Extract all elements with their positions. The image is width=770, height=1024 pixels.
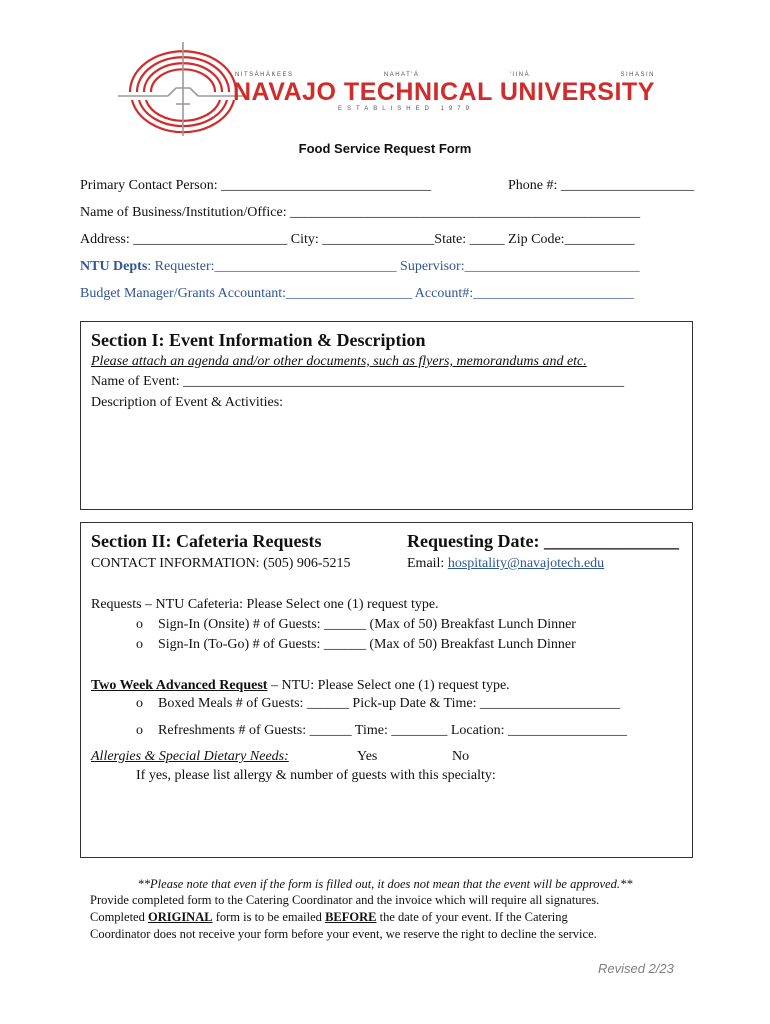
address-field[interactable]: Address: ______________________ City: ________________State: _____ Zip Code:__________	[80, 232, 635, 247]
requester-supervisor-field[interactable]: : Requester:__________________________ Supervisor:_________________________	[147, 259, 640, 274]
revision-label: Revised 2/23	[598, 961, 674, 976]
two-week-request	[91, 678, 510, 694]
primary-contact-field[interactable]: Primary Contact Person: ______________________________	[80, 178, 432, 193]
bullet-icon: o	[136, 723, 143, 738]
footer-line-2	[90, 910, 568, 925]
footer-line-2-c: the date of your event. If the Catering	[376, 910, 568, 924]
signin-onsite-label: Sign-In (Onsite) # of Guests: ______ (Max of 50) Breakfast Lunch Dinner	[158, 617, 576, 632]
requests-intro: Requests – NTU Cafeteria: Please Select one (1) request type.	[91, 597, 439, 612]
allergies-yes-option[interactable]: Yes	[357, 749, 378, 764]
requesting-date-field[interactable]: Requesting Date: _______________	[407, 531, 679, 551]
logo-university-name: NAVAJO TECHNICAL UNIVERSITY	[233, 78, 655, 106]
logo-word-1: NITSÁHÁKEES	[235, 72, 294, 78]
footer-line-3: Coordinator does not receive your form before your event, we reserve the right to decline the service.	[90, 927, 597, 941]
original-emphasis: ORIGINAL	[147, 910, 213, 924]
logo-emblem-icon	[118, 40, 248, 140]
logo-established: ESTABLISHED 1979	[338, 106, 474, 112]
logo-word-4: SIHASIN	[620, 72, 655, 78]
university-logo	[118, 40, 663, 140]
attach-note: Please attach an agenda and/or other documents, such as flyers, memorandums and etc.	[91, 354, 587, 369]
business-name-field[interactable]: Name of Business/Institution/Office: __________________________________________________	[80, 205, 641, 220]
two-week-rest: – NTU: Please Select one (1) request type.	[267, 678, 510, 693]
allergies-no-option[interactable]: No	[452, 749, 470, 764]
ntu-depts-label: NTU Depts	[80, 259, 148, 274]
email-link[interactable]: hospitality@navajotech.edu	[447, 556, 605, 571]
signin-togo-label: Sign-In (To-Go) # of Guests: ______ (Max of 50) Breakfast Lunch Dinner	[158, 637, 576, 652]
footer-line-1: Provide completed form to the Catering Coordinator and the invoice which will require all signatures.	[90, 893, 600, 907]
section-2-title: Section II: Cafeteria Requests	[91, 531, 322, 551]
event-name-field[interactable]: Name of Event: _______________________________________________________________	[91, 374, 625, 389]
footer-line-2-b: form is to be emailed	[212, 910, 326, 924]
logo-word-3: 'IINÁ	[509, 72, 531, 78]
section-1-box	[80, 321, 693, 510]
bullet-icon: o	[136, 696, 143, 711]
signin-onsite-option[interactable]	[136, 617, 576, 633]
footer-line-2-a: Completed	[90, 910, 148, 924]
approval-note: **Please note that even if the form is filled out, it does not mean that the event will be approved.**	[137, 877, 633, 891]
phone-field[interactable]: Phone #: ___________________	[508, 178, 694, 193]
section-1-title: Section I: Event Information & Description	[91, 330, 426, 350]
before-emphasis: BEFORE	[325, 910, 377, 924]
refreshments-label: Refreshments # of Guests: ______ Time: ________ Location: _________________	[158, 723, 627, 738]
two-week-label: Two Week Advanced Request	[91, 678, 268, 693]
boxed-meals-label: Boxed Meals # of Guests: ______ Pick-up Date & Time: ____________________	[158, 696, 620, 711]
refreshments-option[interactable]	[136, 723, 627, 739]
contact-info: CONTACT INFORMATION: (505) 906-5215	[91, 556, 351, 571]
form-title: Food Service Request Form	[298, 141, 472, 156]
allergy-list-field[interactable]: If yes, please list allergy & number of guests with this specialty:	[136, 768, 496, 783]
ntu-depts-line[interactable]	[80, 259, 640, 275]
email-line	[407, 556, 604, 572]
signin-togo-option[interactable]	[136, 637, 576, 653]
boxed-meals-option[interactable]	[136, 696, 620, 712]
logo-word-2: NAHAT'Á	[383, 72, 420, 78]
bullet-icon: o	[136, 617, 143, 632]
section-2-box	[80, 522, 693, 858]
email-label: Email:	[407, 556, 448, 571]
allergies-label: Allergies & Special Dietary Needs:	[91, 749, 289, 764]
event-description-field[interactable]: Description of Event & Activities:	[91, 395, 284, 410]
bullet-icon: o	[136, 637, 143, 652]
budget-account-field[interactable]: Budget Manager/Grants Accountant:__________________ Account#:_______________________	[80, 286, 635, 301]
